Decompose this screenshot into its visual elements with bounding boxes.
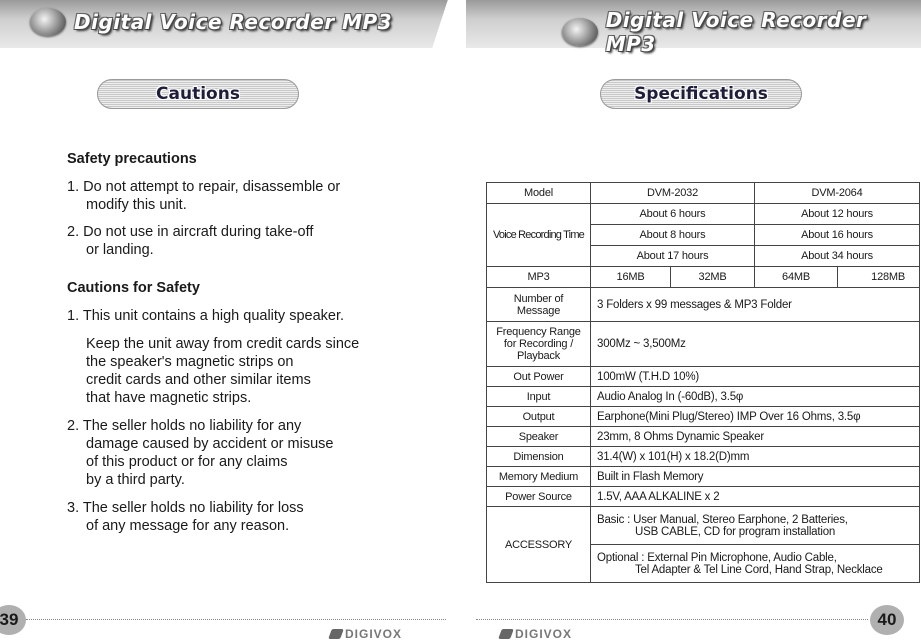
row-label: Input	[487, 387, 591, 407]
accessory-line: USB CABLE, CD for program installation	[635, 525, 836, 538]
row-label: Speaker	[487, 427, 591, 447]
table-row	[487, 387, 920, 407]
footer-divider-right	[476, 619, 868, 620]
recorder-badge-icon	[30, 8, 66, 36]
table-cell: 1.5V, AAA ALKALINE x 2	[591, 487, 920, 507]
accessory-optional-cell	[591, 545, 920, 583]
table-cell: 300Mz ~ 3,500Mz	[591, 322, 920, 367]
row-label: Out Power	[487, 367, 591, 387]
table-cell: 23mm, 8 Ohms Dynamic Speaker	[591, 427, 920, 447]
table-row	[487, 507, 920, 545]
table-cell: Built in Flash Memory	[591, 467, 920, 487]
row-label: Memory Medium	[487, 467, 591, 487]
row-label: Number of Message	[487, 288, 591, 322]
caution-item: 1. This unit contains a high quality speaker.	[67, 308, 345, 324]
table-cell: 16MB	[591, 267, 671, 288]
table-cell: 64MB	[755, 267, 838, 288]
safety-item: 1. Do not attempt to repair, disassemble or	[67, 179, 341, 195]
page-number-left: 39	[0, 605, 26, 635]
table-cell: About 6 hours	[591, 204, 755, 225]
row-label: Voice Recording Time	[487, 204, 591, 267]
table-cell: About 34 hours	[755, 246, 920, 267]
header-banner-left	[0, 0, 455, 48]
row-label: MP3	[487, 267, 591, 288]
row-label: Frequency Range for Recording / Playback	[487, 322, 591, 367]
safety-item: modify this unit.	[86, 197, 187, 213]
table-cell: About 17 hours	[591, 246, 755, 267]
table-cell: About 16 hours	[755, 225, 920, 246]
table-row	[487, 183, 920, 204]
table-cell: Earphone(Mini Plug/Stereo) IMP Over 16 Ohms, 3.5φ	[591, 407, 920, 427]
table-cell: DVM-2064	[755, 183, 920, 204]
cautions-heading: Cautions for Safety	[67, 280, 200, 296]
table-cell: 3 Folders x 99 messages & MP3 Folder	[591, 288, 920, 322]
table-cell: About 8 hours	[591, 225, 755, 246]
caution-item: damage caused by accident or misuse	[86, 436, 334, 452]
safety-item: 2. Do not use in aircraft during take-off	[67, 224, 314, 240]
caution-item: of any message for any reason.	[86, 518, 290, 534]
accessory-line: Tel Adapter & Tel Line Cord, Hand Strap, Necklace	[635, 563, 883, 576]
caution-item: the speaker's magnetic strips on	[86, 354, 294, 370]
specifications-title-pill	[600, 79, 802, 109]
caution-item: credit cards and other similar items	[86, 372, 311, 388]
recorder-badge-icon	[562, 18, 598, 46]
caution-item: 2. The seller holds no liability for any	[67, 418, 302, 434]
caution-item: by a third party.	[86, 472, 185, 488]
brand-logo-left: Digital Voice Recorder MP3	[30, 8, 392, 36]
table-cell: Audio Analog In (-60dB), 3.5φ	[591, 387, 920, 407]
caution-item: that have magnetic strips.	[86, 390, 252, 406]
safety-item: or landing.	[86, 242, 154, 258]
specifications-table	[486, 182, 920, 583]
accessory-line: Basic : User Manual, Stereo Earphone, 2 Batteries,	[597, 513, 848, 526]
row-label: Power Source	[487, 487, 591, 507]
cautions-content	[67, 150, 407, 535]
table-row	[487, 288, 920, 322]
cautions-title-pill	[97, 79, 299, 109]
table-row	[487, 467, 920, 487]
footer-divider-left	[26, 619, 446, 620]
section-title: Specifications	[634, 84, 768, 104]
row-label: Model	[487, 183, 591, 204]
table-row	[487, 427, 920, 447]
table-row	[487, 407, 920, 427]
row-label: Output	[487, 407, 591, 427]
safety-heading: Safety precautions	[67, 151, 197, 167]
page-number-right: 40	[870, 605, 904, 635]
caution-item: of this product or for any claims	[86, 454, 288, 470]
table-row	[487, 487, 920, 507]
accessory-basic-cell	[591, 507, 920, 545]
table-cell: 31.4(W) x 101(H) x 18.2(D)mm	[591, 447, 920, 467]
table-row	[487, 267, 920, 288]
table-cell: 100mW (T.H.D 10%)	[591, 367, 920, 387]
digivox-logo-icon	[328, 629, 344, 639]
header-banner-right	[466, 0, 921, 56]
table-cell: 128MB	[838, 267, 920, 288]
digivox-logo-icon	[498, 629, 514, 639]
caution-item: 3. The seller holds no liability for loss	[67, 500, 304, 516]
table-row	[487, 322, 920, 367]
accessory-line: Optional : External Pin Microphone, Audio Cable,	[597, 551, 837, 564]
row-label: ACCESSORY	[487, 507, 591, 583]
row-label: Dimension	[487, 447, 591, 467]
section-title: Cautions	[156, 84, 240, 104]
caution-item: Keep the unit away from credit cards since	[86, 336, 360, 352]
footer-logo-right: DIGIVOX	[500, 627, 572, 641]
brand-logo-right: Digital Voice Recorder MP3	[562, 8, 921, 56]
table-row	[487, 367, 920, 387]
table-row	[487, 204, 920, 225]
footer-logo-left: DIGIVOX	[330, 627, 402, 641]
table-row	[487, 447, 920, 467]
table-cell: 32MB	[671, 267, 755, 288]
table-cell: About 12 hours	[755, 204, 920, 225]
table-cell: DVM-2032	[591, 183, 755, 204]
